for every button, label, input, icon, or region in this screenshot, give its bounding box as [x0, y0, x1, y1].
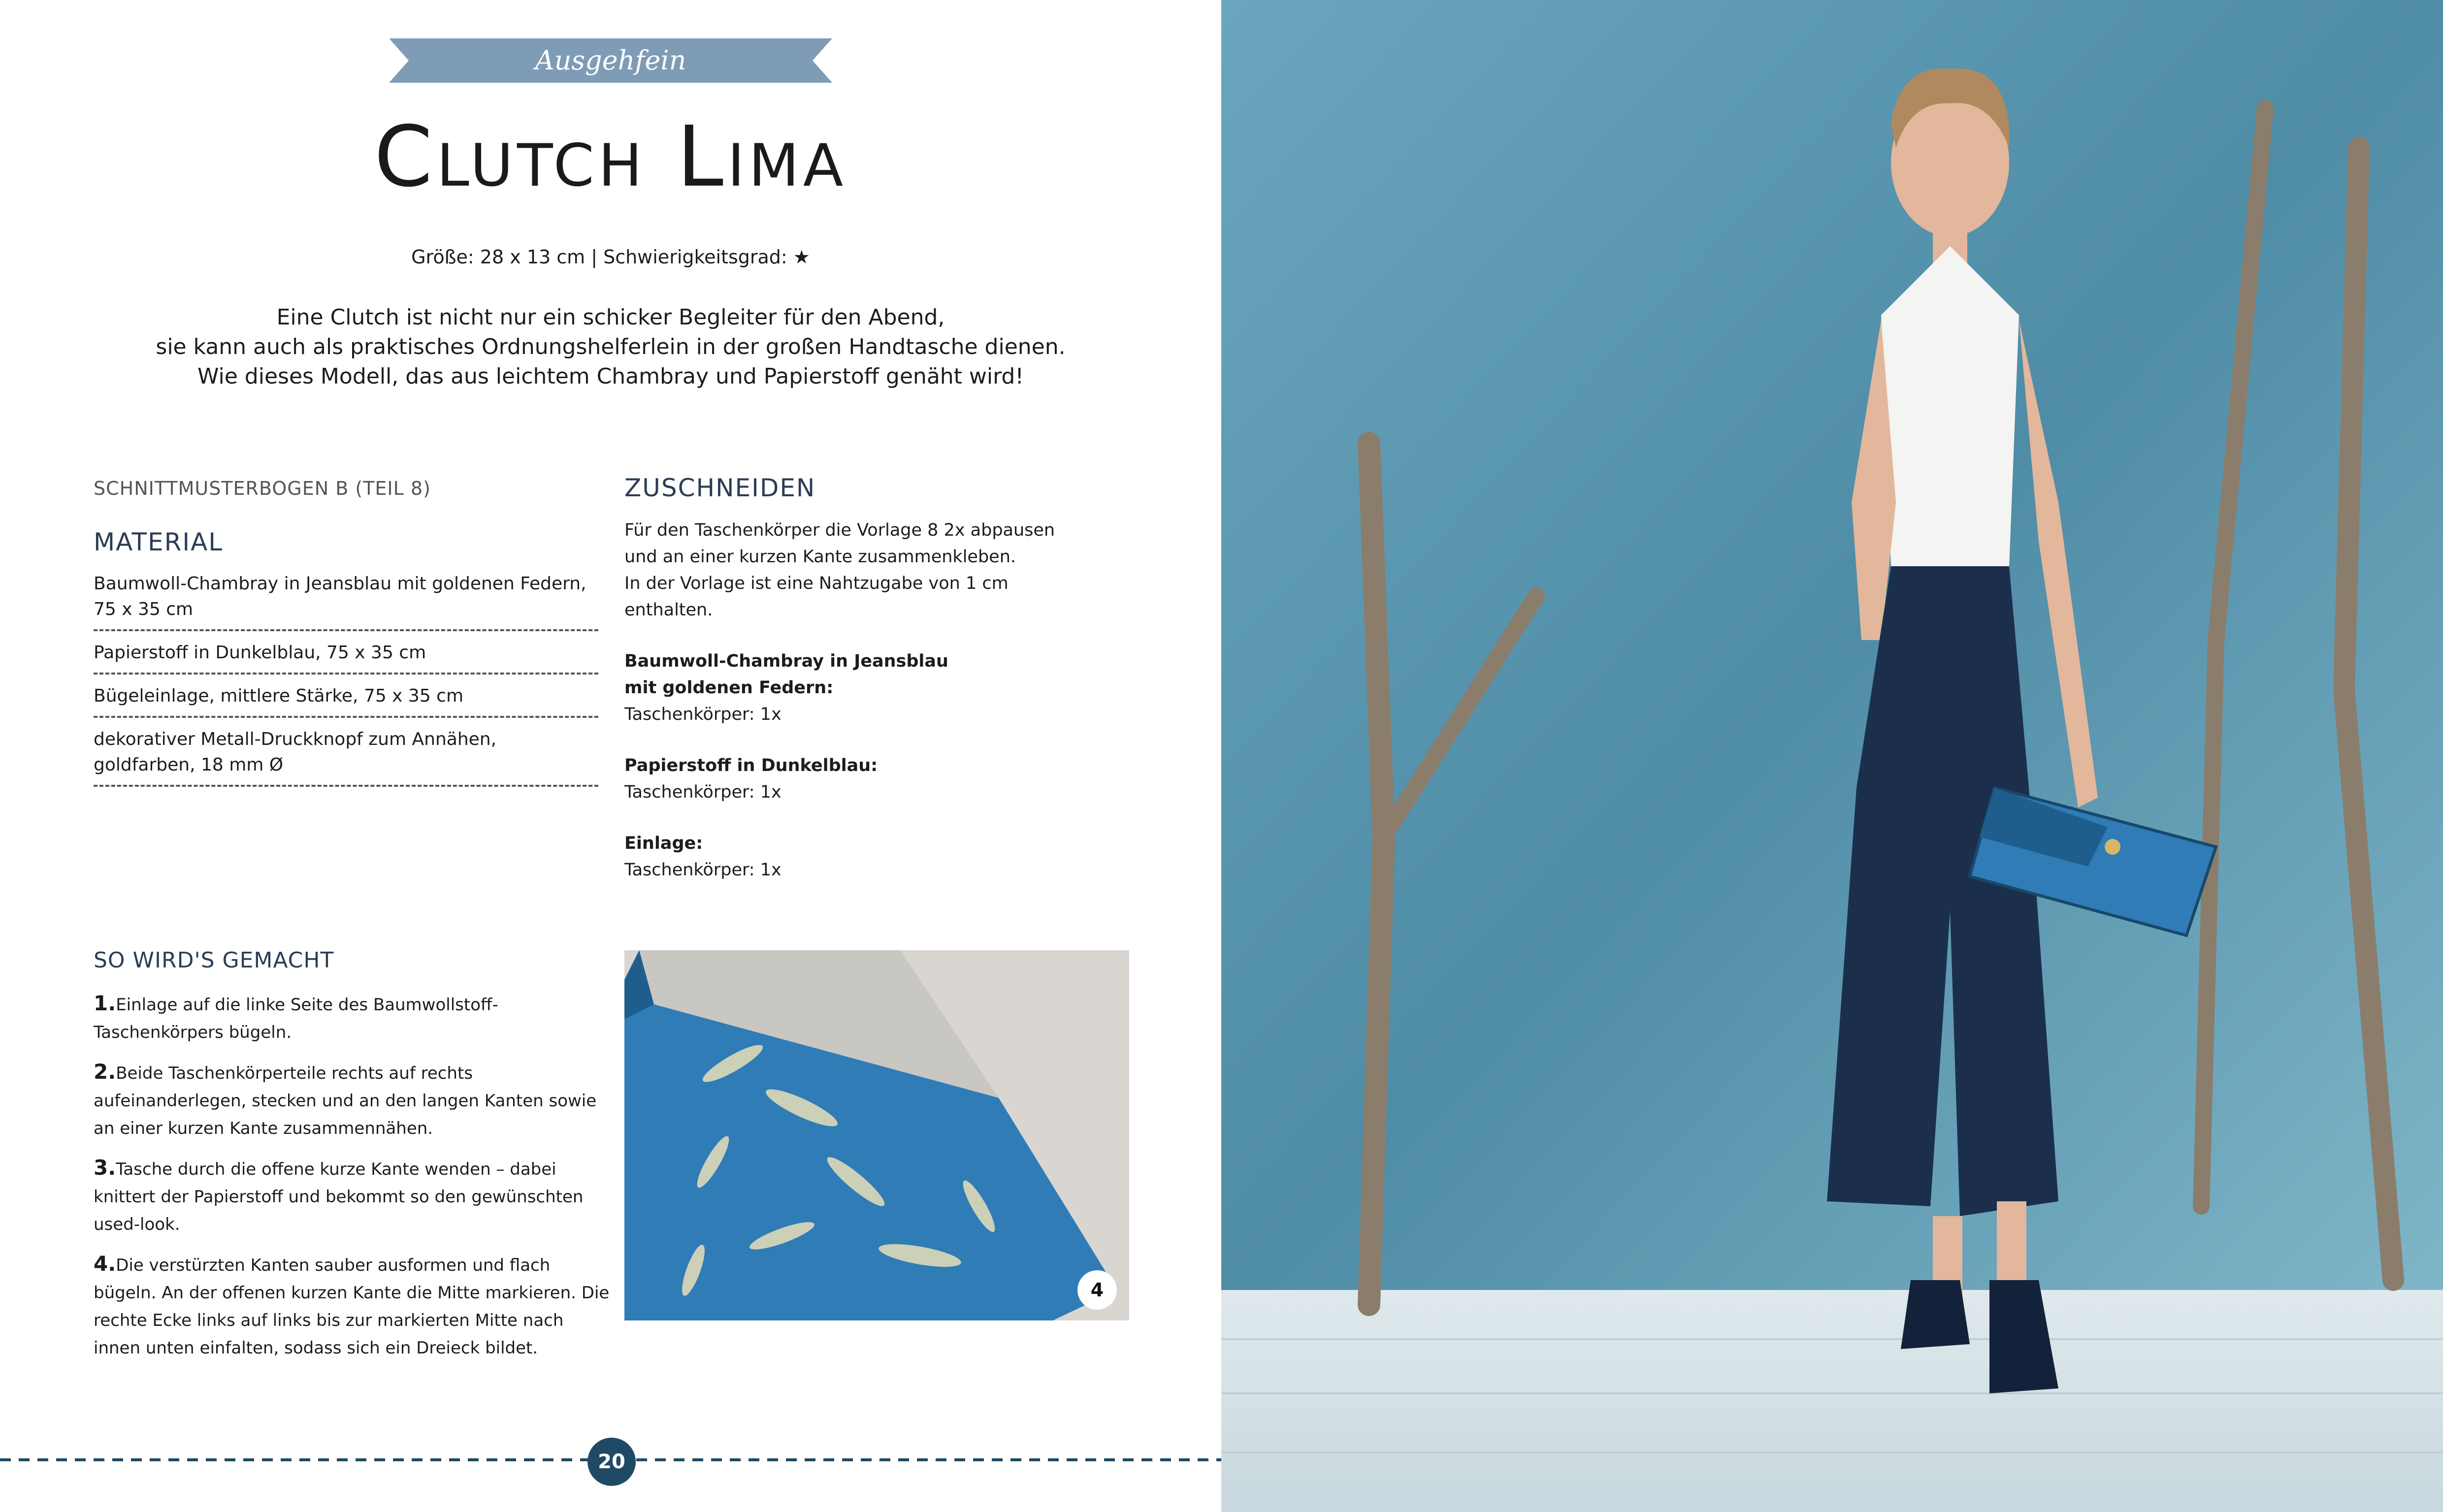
cut-group-detail: Taschenkörper: 1x: [624, 705, 782, 724]
step-number: 4.: [94, 1252, 116, 1276]
intro-text: [118, 303, 1103, 391]
zuschneiden-intro-line: In der Vorlage ist eine Nahtzugabe von 1 cm enthalten.: [624, 574, 1009, 620]
cut-group-detail: Taschenkörper: 1x: [624, 860, 782, 880]
zuschneiden-heading: ZUSCHNEIDEN: [624, 474, 816, 502]
step-text: Einlage auf die linke Seite des Baumwollstoff-Taschenkörpers bügeln.: [94, 995, 498, 1042]
material-item: Bügeleinlage, mittlere Stärke, 75 x 35 cm: [94, 683, 598, 718]
zuschneiden-intro-line: Für den Taschenkörper die Vorlage 8 2x abpausen: [624, 520, 1055, 540]
step-text: Die verstürzten Kanten sauber ausformen und flach bügeln. An der offenen kurzen Kante die Mitte markieren. Die rechte Ecke links auf links bis zur markierten Mitte nach innen unten einfalten, sodass sich ein Dreieck bildet.: [94, 1255, 610, 1358]
banner-label: Ausgehfein: [535, 45, 686, 76]
instructions-heading: SO WIRD'S GEMACHT: [94, 948, 334, 973]
cut-group-detail: Taschenkörper: 1x: [624, 782, 782, 802]
cut-group-title: mit goldenen Federn:: [624, 678, 834, 698]
material-list: [94, 571, 598, 796]
fashion-photo: [1221, 0, 2443, 1512]
left-page: [0, 0, 1221, 1512]
size-difficulty-line: Größe: 28 x 13 cm | Schwierigkeitsgrad: ★: [411, 246, 810, 268]
step-number: 2.: [94, 1060, 116, 1084]
material-item: Papierstoff in Dunkelblau, 75 x 35 cm: [94, 640, 598, 675]
intro-line: Wie dieses Modell, das aus leichtem Chambray und Papierstoff genäht wird!: [197, 364, 1024, 389]
cut-group-title: Einlage:: [624, 834, 703, 853]
page-number: 20: [587, 1438, 636, 1486]
model-photo-illustration: [1221, 0, 2443, 1512]
instruction-step: [94, 1058, 616, 1142]
step-number: 3.: [94, 1156, 116, 1180]
page-title: Clutch Lima: [374, 108, 847, 206]
material-item: dekorativer Metall-Druckknopf zum Annähen, goldfarben, 18 mm Ø: [94, 727, 598, 787]
step-number: 1.: [94, 991, 116, 1015]
intro-line: sie kann auch als praktisches Ordnungshelferlein in der großen Handtasche dienen.: [156, 334, 1066, 359]
zuschneiden-intro: [624, 517, 1068, 623]
material-item: Baumwoll-Chambray in Jeansblau mit goldenen Federn, 75 x 35 cm: [94, 571, 598, 631]
cut-group-title: Papierstoff in Dunkelblau:: [624, 756, 878, 775]
instructions-list: [94, 990, 616, 1374]
intro-line: Eine Clutch ist nicht nur ein schicker Begleiter für den Abend,: [276, 305, 945, 330]
instruction-step: [94, 990, 616, 1046]
cut-group-title: Baumwoll-Chambray in Jeansblau: [624, 651, 948, 671]
zuschneiden-text: [624, 517, 1068, 908]
cut-group: [624, 830, 1068, 883]
step-text: Beide Taschenkörperteile rechts auf rechts aufeinanderlegen, stecken und an den langen Kanten sowie an einer kurzen Kante zusammennähen.: [94, 1063, 597, 1138]
material-heading: MATERIAL: [94, 528, 224, 556]
step-badge: 4: [1077, 1270, 1117, 1310]
step-text: Tasche durch die offene kurze Kante wenden – dabei knittert der Papierstoff und bekommt so den gewünschten used-look.: [94, 1159, 584, 1234]
step-photo-fabric: [624, 950, 1129, 1320]
pattern-sheet-label: SCHNITTMUSTERBOGEN B (TEIL 8): [94, 478, 431, 499]
zuschneiden-intro-line: und an einer kurzen Kante zusammenkleben.: [624, 547, 1016, 567]
instruction-step: [94, 1250, 616, 1362]
cut-group: [624, 752, 1068, 805]
category-banner: [389, 33, 832, 88]
cut-group: [624, 648, 1068, 728]
instruction-step: [94, 1154, 616, 1238]
fabric-illustration: [624, 950, 1129, 1320]
